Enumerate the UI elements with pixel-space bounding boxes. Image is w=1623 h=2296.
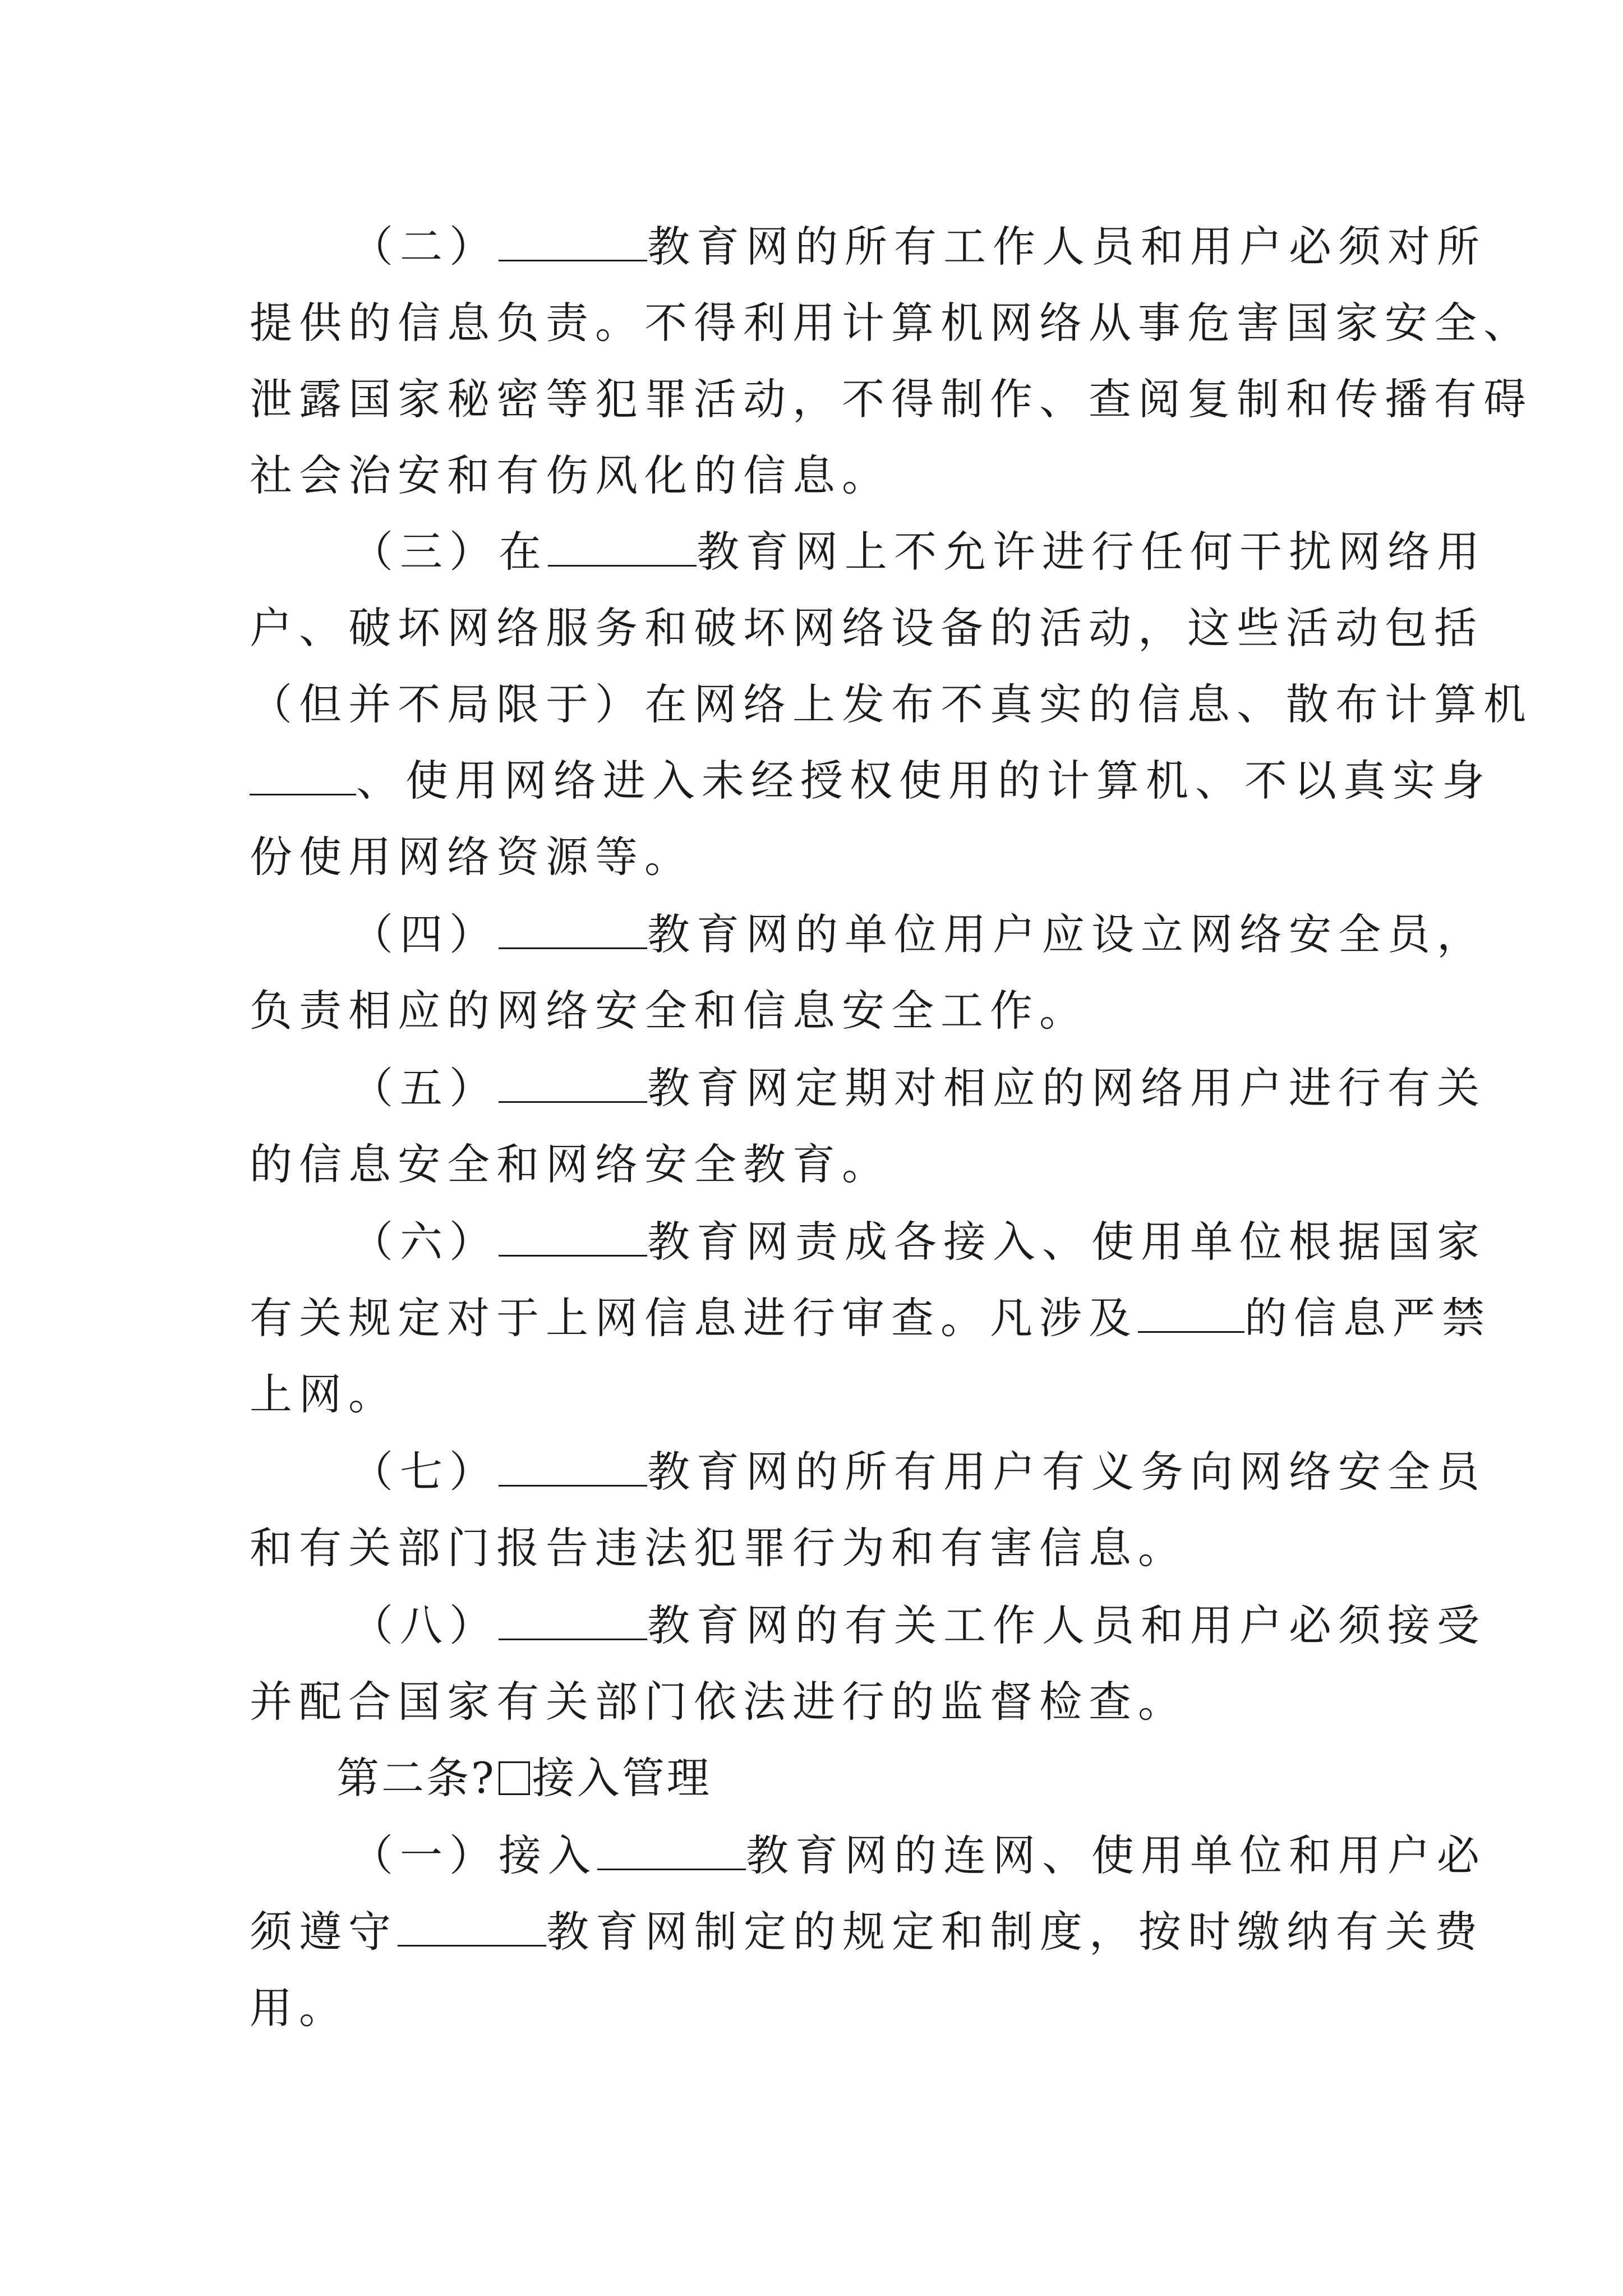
paragraph-6-line-2: 有关规定对于上网信息进行审查。凡涉及 的信息严禁 xyxy=(250,1280,1427,1356)
fill-blank xyxy=(499,219,647,261)
paragraph-4-line-2: 负责相应的网络安全和信息安全工作。 xyxy=(250,986,1089,1036)
fill-blank xyxy=(250,753,356,795)
paragraph-2-line-1: （二） 教育网的所有工作人员和用户必须对所 xyxy=(351,209,1528,285)
paragraph-3-line-5: 份使用网络资源等。 xyxy=(250,832,694,882)
paragraph-6-line-1: （六） 教育网责成各接入、使用单位根据国家 xyxy=(351,1204,1528,1280)
fill-blank xyxy=(548,524,697,567)
paragraph-2-line-2: 提供的信息负责。不得利用计算机网络从事危害国家安全、 xyxy=(250,298,1533,348)
paragraph-8-line-1: （八） 教育网的有关工作人员和用户必须接受 xyxy=(351,1588,1528,1664)
article-heading: 第二条? 接入管理 xyxy=(336,1753,712,1803)
article-paragraph-1-line-1: （一）接入 教育网的连网、使用单位和用户必 xyxy=(351,1818,1528,1894)
paragraph-2-line-4: 社会治安和有伤风化的信息。 xyxy=(250,450,891,500)
paragraph-7-line-1: （七） 教育网的所有用户有义务向网络安全员 xyxy=(351,1434,1528,1510)
paragraph-8-line-2: 并配合国家有关部门依法进行的监督检查。 xyxy=(250,1677,1187,1727)
paragraph-4-line-1: （四） 教育网的单位用户应设立网络安全员， xyxy=(351,896,1528,973)
paragraph-2-line-3: 泄露国家秘密等犯罪活动，不得制作、查阅复制和传播有碍 xyxy=(250,374,1533,424)
fill-blank xyxy=(499,1598,647,1640)
paragraph-5-line-1: （五） 教育网定期对相应的网络用户进行有关 xyxy=(351,1050,1528,1126)
article-paragraph-1-line-2: 须遵守 教育网制定的规定和制度，按时缴纳有关费 xyxy=(250,1894,1427,1970)
fill-blank xyxy=(499,907,647,949)
fill-blank xyxy=(1138,1291,1244,1333)
paragraph-3-line-2: 户、破坏网络服务和破坏网络设备的活动，这些活动包括 xyxy=(250,603,1483,653)
missing-glyph-box xyxy=(499,1761,530,1795)
paragraph-6-line-3: 上网。 xyxy=(250,1369,398,1419)
paragraph-5-line-2: 的信息安全和网络安全教育。 xyxy=(250,1139,891,1189)
fill-blank xyxy=(499,1214,647,1257)
paragraph-7-line-2: 和有关部门报告违法犯罪行为和有害信息。 xyxy=(250,1523,1187,1573)
paragraph-3-line-4: 、使用网络进入未经授权使用的计算机、不以真实身 xyxy=(250,743,1427,819)
fill-blank xyxy=(499,1444,647,1487)
fill-blank xyxy=(398,1904,546,1947)
article-paragraph-1-line-3: 用。 xyxy=(250,1983,348,2033)
fill-blank xyxy=(499,1061,647,1103)
paragraph-3-line-1: （三）在 教育网上不允许进行任何干扰网络用 xyxy=(351,514,1528,590)
fill-blank xyxy=(597,1828,746,1870)
paragraph-3-line-3: （但并不局限于）在网络上发布不真实的信息、散布计算机 xyxy=(250,679,1533,729)
